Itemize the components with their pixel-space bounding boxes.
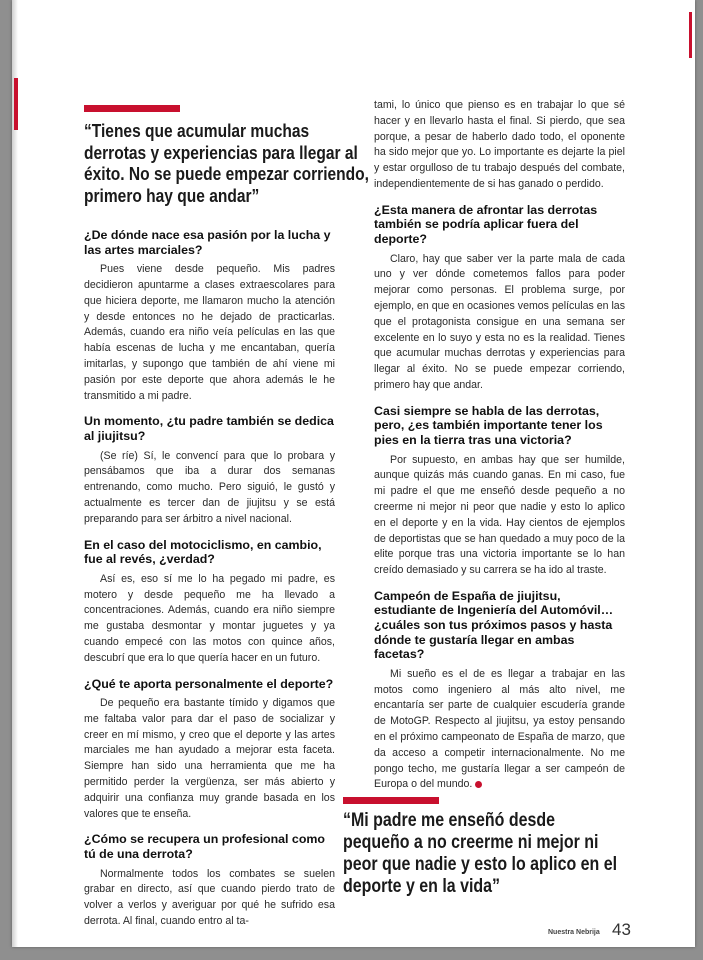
page-number: 43 bbox=[612, 920, 631, 939]
chevron-right-icon bbox=[657, 446, 691, 514]
pull-quote-top: “Tienes que acumular muchas derrotas y experiencias para llegar al éxito. No se puede empezar corriendo, primero hay que andar” bbox=[84, 120, 369, 206]
interview-answer: Claro, hay que saber ver la parte mala de cada uno y ver dónde cometemos fallos para poder mejorar como personas. El problema surge, por ejemplo, en que en ocasiones vemos películas en las que el protagonista consigue en una semana ser excelente en lo suyo y esta no es la realidad. Tienes que acumular muchas derrotas y experiencias para llegar al éxito. No se puede empezar corriendo, primero hay que andar. bbox=[374, 252, 625, 391]
interview-answer: Mi sueño es el de es llegar a trabajar en las motos como ingeniero al más alto nivel, me encantaría ser parte de cualquier escudería grande de MotoGP. Respecto al jiujitsu, ya estoy pensando en el próximo campeonato de España de marzo, que da acceso a competir internacionalmente. No me pongo techo, me gustaría llegar a ser campeón de Europa o del mundo. bbox=[374, 667, 625, 791]
interview-question: Casi siempre se habla de las derrotas, pero, ¿es también importante tener los pies en la tierra tras una victoria? bbox=[374, 403, 603, 447]
interview-question: En el caso del motociclismo, en cambio, fue al revés, ¿verdad? bbox=[84, 537, 322, 567]
pull-quote-bottom: “Mi padre me enseñó desde pequeño a no creerme ni mejor ni peor que nadie y esto lo aplico en el deporte y en la vida” bbox=[343, 810, 618, 897]
quote-accent-bar bbox=[343, 797, 439, 804]
interview-answer: tami, lo único que pienso es en trabajar lo que sé hacer y en llevarlo hasta el final. Si pierdo, que sea porque, a pesar de haberlo dado todo, el oponente ha sido mejor que yo. Lo importante es dejarte la piel y estar orgulloso de tu trabajo después del combate, independientemente de si has ganado o perdido. bbox=[374, 99, 625, 190]
interview-answer: Pues viene desde pequeño. Mis padres decidieron apuntarme a clases extraescolares para que hiciera deporte, me llamaron mucho la atención y desde entonces no he dejado de practicarlas. Además, cuando era niño veía películas en las que había escenas de lucha y me encantaban, quería imitarlas, y supongo que también de ahí viene mi pasión por este deporte que ahora además le he transmitido a mi padre. bbox=[84, 263, 335, 402]
interview-answer: De pequeño era bastante tímido y digamos que me faltaba valor para dar el paso de socializar y creer en mí mismo, y creo que el deporte y las artes marciales me han ayudado a mejorar esta faceta. Siempre han sido una herramienta que me ha permitido perder la vergüenza, ser más abierto y adquirir una confianza muy grande basada en los valores que te enseña. bbox=[84, 697, 335, 820]
interview-answer: (Se ríe) Sí, le convencí para que lo probara y pensábamos que iba a durar dos semanas entrenando, como mucho. Pero siguió, le gustó y actualmente es tercer dan de jiujitsu y se está preparando para ser árbitro a nivel nacional. bbox=[84, 449, 335, 525]
interview-answer: Normalmente todos los combates se suelen grabar en directo, así que cuando pierdo trato de volver a verlos y averiguar por qué he sufrido esa derrota. Al final, cuando entro al ta- bbox=[84, 867, 335, 928]
interview-answer: Por supuesto, en ambas hay que ser humilde, aunque quizás más cuando ganas. En mi caso, fue mi padre el que me enseñó desde pequeño a no creerme ni mejor ni peor que nadie y esto lo aplico en el deporte y en la vida. Hay cientos de ejemplos de deportistas que se han quedado a muy poco de la elite porque tras una victoria importante se lo han creído demasiado y su carrera se ha ido al traste. bbox=[374, 453, 625, 577]
quote-accent-bar bbox=[84, 105, 180, 112]
previous-page-button[interactable] bbox=[14, 440, 58, 520]
page-edge-red-mark bbox=[689, 12, 692, 58]
left-text-column bbox=[84, 228, 335, 934]
page-edge-red-mark bbox=[14, 78, 18, 130]
end-of-article-icon bbox=[475, 781, 482, 788]
interview-question: ¿Cómo se recupera un profesional como tú de una derrota? bbox=[84, 832, 325, 862]
interview-question: ¿De dónde nace esa pasión por la lucha y las artes marciales? bbox=[84, 228, 331, 257]
interview-answer: Así es, eso sí me lo ha pegado mi padre, es motero y desde pequeño me ha llevado a concentraciones. Además, cuando era niño siempre me gustaba desmontar y montar juguetes y ya cuando empecé con las motos con quince años, descubrí que era lo que quería hacer en un futuro. bbox=[84, 572, 335, 664]
right-text-column bbox=[374, 98, 625, 797]
interview-question: Un momento, ¿tu padre también se dedica al jiujitsu? bbox=[84, 414, 334, 443]
chevron-left-icon bbox=[19, 446, 53, 514]
next-page-button[interactable] bbox=[652, 440, 696, 520]
interview-question: ¿Esta manera de afrontar las derrotas también se podría aplicar fuera del deporte? bbox=[374, 202, 598, 246]
interview-question: ¿Qué te aporta personalmente el deporte? bbox=[84, 676, 334, 691]
publication-name: Nuestra Nebrija bbox=[548, 929, 600, 936]
interview-question: Campeón de España de jiujitsu, estudiante de Ingeniería del Automóvil… ¿cuáles son tus próximos pasos y hasta dónde te gustaría llegar en ambas facetas? bbox=[374, 588, 614, 662]
